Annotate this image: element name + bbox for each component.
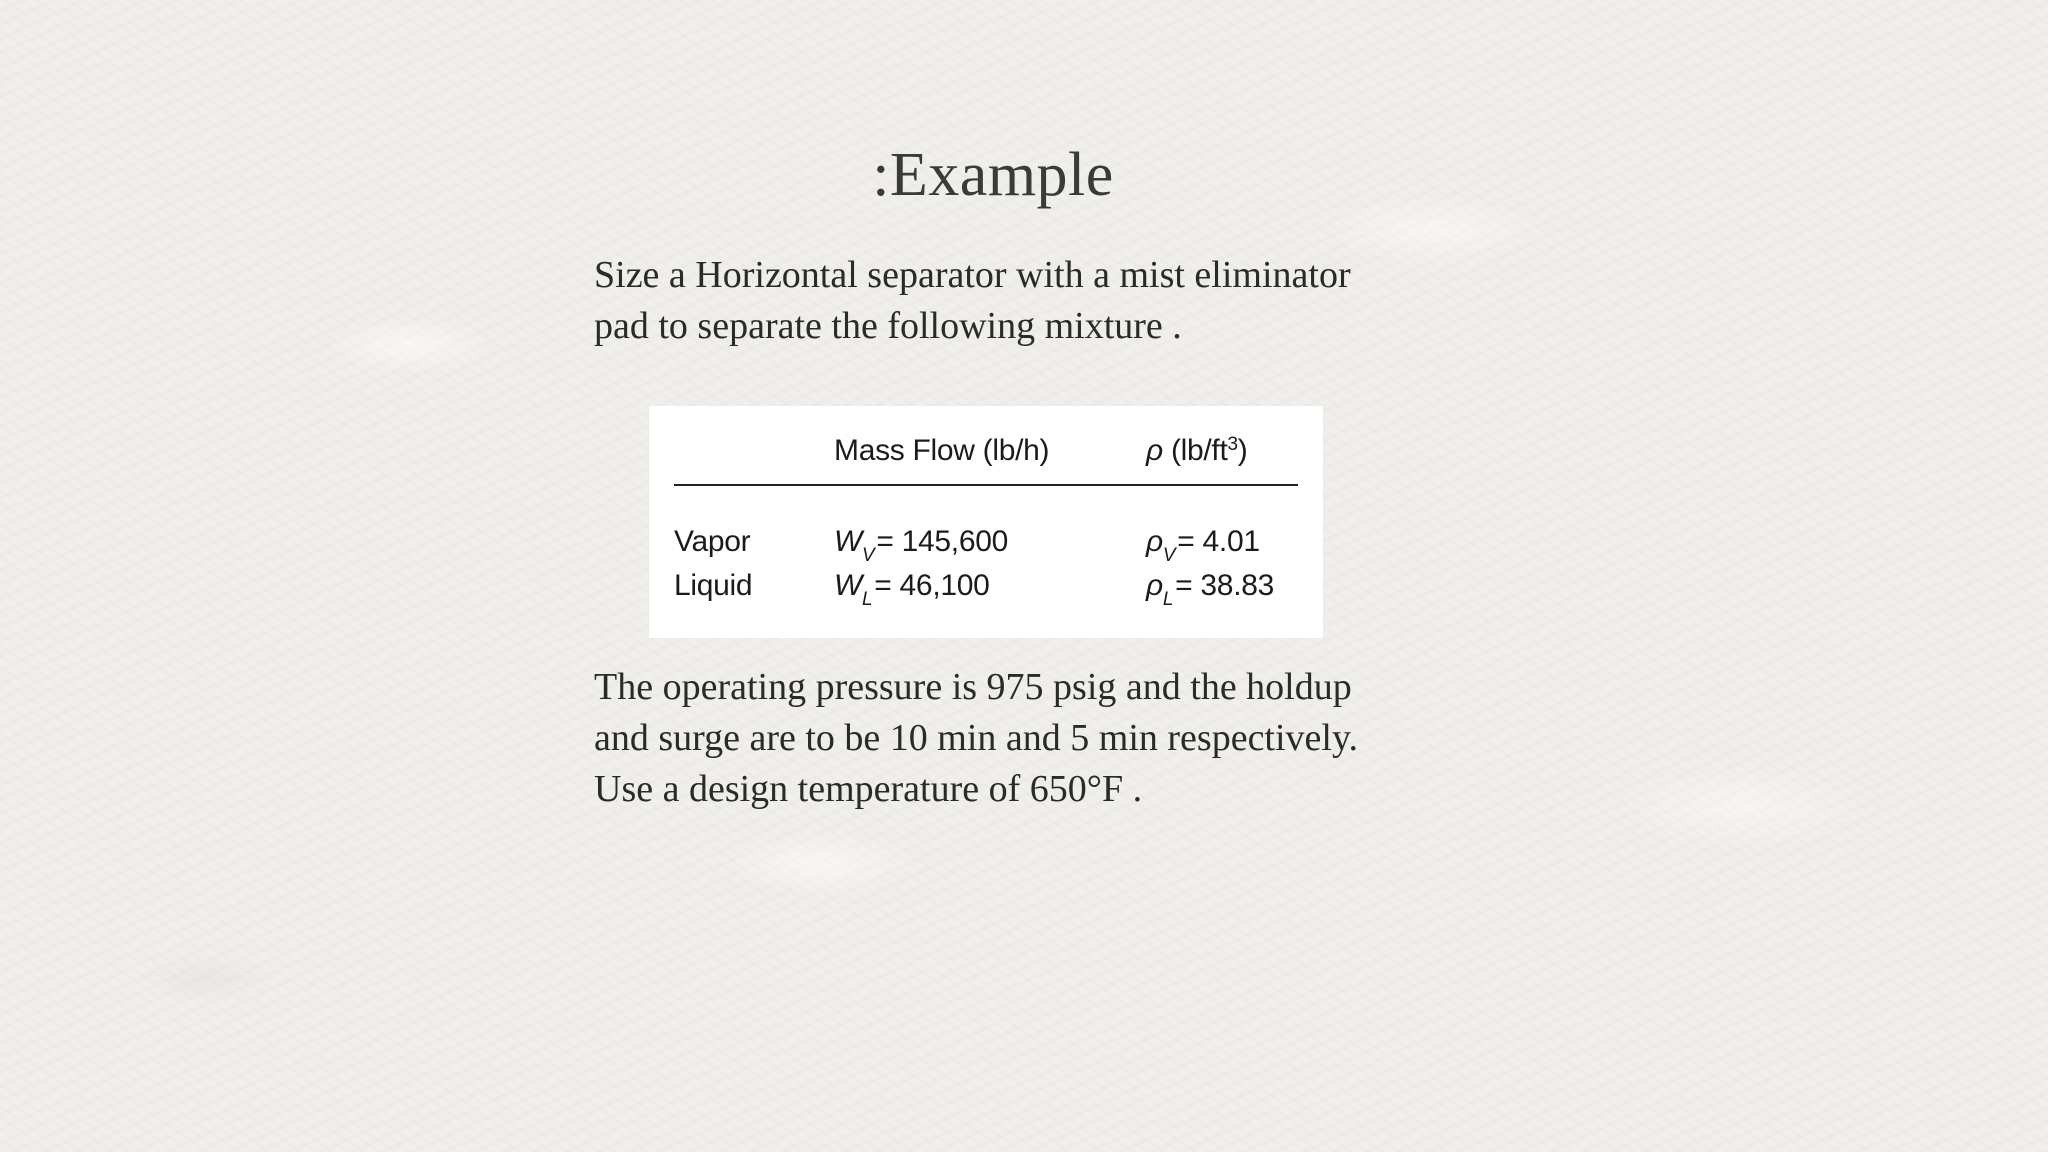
conditions-line: The operating pressure is 975 psig and the holdup <box>594 666 1352 708</box>
density-cell <box>1146 485 1298 564</box>
density-unit-prefix: (lb/ft <box>1170 434 1228 467</box>
slide-title: :Example <box>872 141 1114 209</box>
mass-symbol: W <box>834 525 863 558</box>
mixture-data-table <box>674 424 1298 608</box>
density-subscript: V <box>1162 545 1176 566</box>
density-symbol: ρ <box>1146 569 1163 602</box>
mass-value: = 145,600 <box>876 525 1008 558</box>
density-unit-suffix: ) <box>1237 434 1248 467</box>
mass-subscript: L <box>862 589 873 610</box>
row-label: Vapor <box>674 525 751 558</box>
density-unit-exponent: 3 <box>1227 434 1238 455</box>
mass-symbol: W <box>834 569 863 602</box>
density-symbol: ρ <box>1146 434 1163 467</box>
conditions-line: and surge are to be 10 min and 5 min respectively. <box>594 717 1359 759</box>
mass-value: = 46,100 <box>874 569 990 602</box>
table-row-liquid <box>674 564 1298 608</box>
table-header-row <box>674 424 1298 485</box>
intro-line: Size a Horizontal separator with a mist eliminator <box>594 254 1351 296</box>
mass-flow-cell <box>834 564 1146 608</box>
mass-subscript: V <box>862 545 875 566</box>
header-empty-cell <box>674 424 834 485</box>
density-value: = 38.83 <box>1175 569 1274 602</box>
row-label: Liquid <box>674 569 753 602</box>
conditions-paragraph <box>594 662 1454 815</box>
mixture-data-table-figure <box>649 406 1323 638</box>
density-symbol: ρ <box>1146 525 1163 558</box>
intro-line: pad to separate the following mixture . <box>594 305 1182 347</box>
intro-paragraph <box>594 250 1454 352</box>
mass-flow-cell <box>834 485 1146 564</box>
density-cell <box>1146 564 1298 608</box>
conditions-line: Use a design temperature of 650°F . <box>594 768 1143 810</box>
header-mass-flow: Mass Flow (lb/h) <box>834 424 1146 485</box>
header-density <box>1146 424 1298 485</box>
density-value: = 4.01 <box>1177 525 1260 558</box>
table-row-vapor <box>674 485 1298 564</box>
density-subscript: L <box>1162 589 1174 610</box>
